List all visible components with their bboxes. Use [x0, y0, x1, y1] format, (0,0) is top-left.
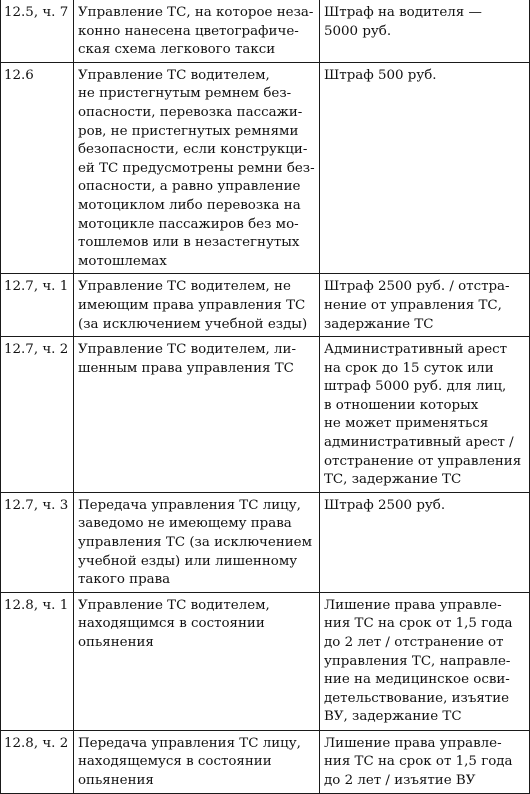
offense-cell: Управление ТС водителем, не имеющим права управления ТС (за исключением учебной езды) [74, 274, 320, 337]
penalty-cell: Штраф на водителя — 5000 руб. [320, 0, 530, 62]
offense-cell: Управление ТС водителем, находящимся в состоянии опьянения [74, 592, 320, 730]
table-row [1, 0, 530, 62]
article-cell: 12.7, ч. 2 [1, 337, 74, 493]
article-cell: 12.7, ч. 1 [1, 274, 74, 337]
table-row [1, 337, 530, 493]
article-cell: 12.7, ч. 3 [1, 492, 74, 592]
table-row [1, 730, 530, 793]
table-row [1, 62, 530, 274]
table-row [1, 274, 530, 337]
penalty-cell: Штраф 2500 руб. / отстра- нение от управления ТС, задержание ТС [320, 274, 530, 337]
table-row [1, 592, 530, 730]
penalty-cell: Штраф 2500 руб. [320, 492, 530, 592]
penalty-cell: Лишение права управле- ния ТС на срок от 1,5 года до 2 лет / изъятие ВУ [320, 730, 530, 793]
table-row [1, 492, 530, 592]
article-cell: 12.6 [1, 62, 74, 274]
penalty-cell: Лишение права управле- ния ТС на срок от 1,5 года до 2 лет / отстранение от управления ТС, направле- ние на медицинское осви- детельствование, изъятие ВУ, задержание ТС [320, 592, 530, 730]
penalty-cell: Административный арест на срок до 15 суток или штраф 5000 руб. для лиц, в отношении которых не может применяться административный арест / отстранение от управления ТС, задержание ТС [320, 337, 530, 493]
offense-cell: Управление ТС водителем, не пристегнутым ремнем без- опасности, перевозка пассажи- ров, не пристегнутых ремнями безопасности, если конструкци- ей ТС предусмотрены ремни без- опасности, а равно управление мотоциклом либо перевозка на мотоцикле пассажиров без мо- тошлемов или в незастегнутых мотошлемах [74, 62, 320, 274]
article-cell: 12.8, ч. 1 [1, 592, 74, 730]
offense-cell: Передача управления ТС лицу, находящемуся в состоянии опьянения [74, 730, 320, 793]
article-cell: 12.5, ч. 7 [1, 0, 74, 62]
offense-cell: Управление ТС, на которое неза- конно нанесена цветографиче- ская схема легкового такси [74, 0, 320, 62]
offense-cell: Передача управления ТС лицу, заведомо не имеющему права управления ТС (за исключением учебной езды) или лишенному такого права [74, 492, 320, 592]
penalty-cell: Штраф 500 руб. [320, 62, 530, 274]
offense-cell: Управление ТС водителем, ли- шенным права управления ТС [74, 337, 320, 493]
article-cell: 12.8, ч. 2 [1, 730, 74, 793]
